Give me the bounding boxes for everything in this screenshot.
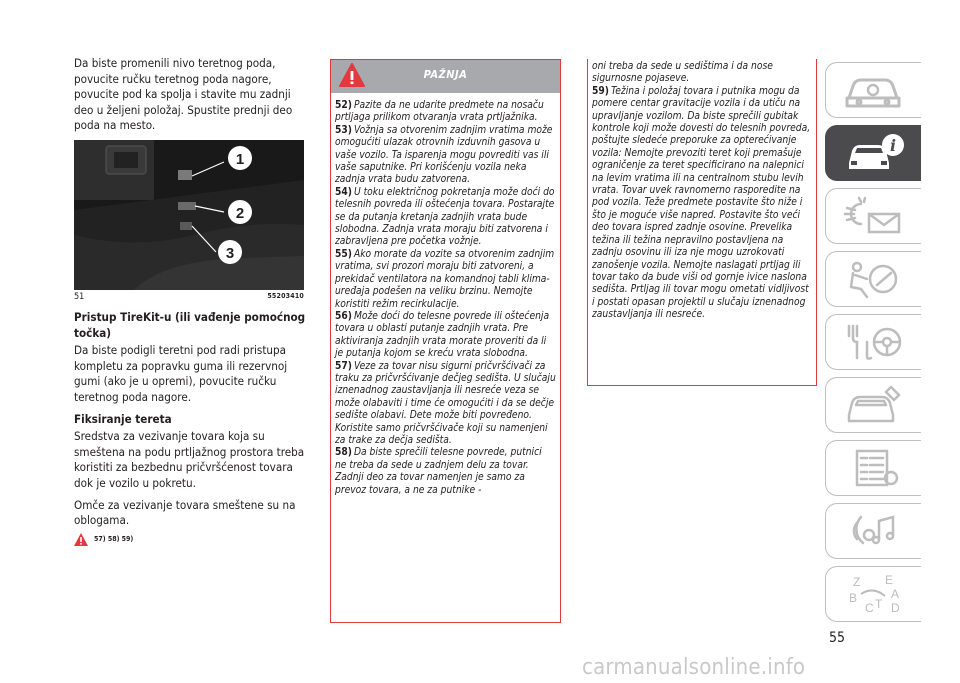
watermark: carmanualsonline.info (582, 655, 806, 680)
car-service-icon (839, 383, 909, 427)
specs-list-icon (839, 446, 909, 490)
cargo-floor-figure (74, 140, 304, 290)
section-heading-tirekit: Pristup TireKit-u (ili vađenje pomoćnog točka) (74, 309, 306, 340)
tab-multimedia[interactable] (825, 503, 921, 559)
warning-item: 57) Veze za tovar nisu sigurni pričvršćivači za traku za pričvršćivanje dečjeg sedišta. U slučaju iznenadnog zaustavljanja ili nesreće veza se može olabaviti i time će omogućiti i da se dečje sedište olabavi. Dete može biti povređeno. Koristite samo pričvršćivače koji su namenjeni za trake za dečja sedišta. (335, 360, 556, 446)
tools-steering-icon (839, 320, 909, 364)
cargo-floor-photo (74, 140, 304, 290)
warning-item: 59) Težina i položaj tovara i putnika mogu da pomere centar gravitacije vozila i da utiču na upravljanje vozilom. Da biste sprečili gubitak kontrole koji može dovesti do telesnih povreda, poštujte sledeće preporuke za opterećivanje vozila: Nemojte prevoziti teret koji premašuje ograničenje za teret specificirano na nalepnici na levim vratima ili na centralnom stubu levih vrata. Tovar uvek ravnomerno rasporedite na pod vozila. Teže predmete postavite što niže i što je moguće više napred. Postavite što veći deo tovara ispred zadnje osovine. Prevelika težina ili težina nepravilno postavljena na zadnju osovinu ili iza nje mogu uzrokovati zanošenje vozila. Nemojte naslagati prtljag ili tovar tako da bude viši od gornje ivice naslona sedišta. Prtljag ili tovar mogu ometati vidljivost i postati opasan projektil u slučaju iznenadnog zaustavljanja ili nesreće. (592, 85, 811, 321)
section-text-cargo-fixing-1: Sredstva za vezivanje tovara koja su smeštena na podu prtljažnog prostora treba koristiti za bezbednu pričvršćenost tovara dok je vozilo u pokretu. (74, 429, 305, 490)
svg-text:Z: Z (852, 575, 860, 589)
svg-text:B: B (848, 591, 857, 605)
page-number: 55 (829, 630, 846, 646)
warning-item: 52) Pazite da ne udarite predmete na nosaču prtljaga prilikom otvaranja vrata prtljažnika. (335, 100, 544, 124)
tab-starting-driving[interactable] (825, 314, 921, 370)
tab-lights-messages[interactable] (825, 188, 921, 244)
tab-technical-data[interactable] (825, 440, 921, 496)
warning-box-body (331, 93, 560, 497)
tab-index[interactable] (825, 566, 921, 622)
callout-3: 3 (225, 244, 235, 262)
warning-item-continuation: oni treba da sede u sedištima i da nose sigurnosne pojaseve. (592, 61, 773, 85)
airbag-seat-icon (839, 257, 909, 301)
car-info-icon (839, 131, 909, 175)
figure-number: 51 (74, 291, 85, 302)
section-text-cargo-fixing-2: Omče za vezivanje tovara smeštene su na oblogama. (74, 497, 296, 528)
warning-item: 53) Vožnja sa otvorenim zadnjim vratima može omogućiti ulazak otrovnih izduvnih gasova u vaše vozilo. Ta isparenja mogu povrediti vas ili vaše saputnike. Pri korišćenju vozila neka zadnja vrata budu zatvorena. (335, 124, 553, 186)
svg-text:i: i (889, 136, 896, 155)
tab-maintenance[interactable] (825, 377, 921, 433)
warning-box (330, 59, 561, 623)
chapter-tabs (825, 62, 921, 629)
warning-box-title: PAŽNJA (423, 68, 468, 81)
multimedia-icon (839, 509, 909, 553)
left-column (74, 56, 306, 546)
warning-item: 56) Može doći do telesne povrede ili oštećenja tovara u oblasti putanje zadnjih vrata. Pre aktiviranja zadnjih vrata morate proveriti da li je putanja kojom se kreću vrata slobodna. (335, 310, 550, 360)
lights-message-icon (839, 194, 909, 238)
svg-text:E: E (884, 573, 893, 587)
warning-box-header (331, 60, 560, 93)
svg-text:A: A (890, 587, 899, 601)
warning-item: 58) Da biste sprečili telesne povrede, putnici ne treba da sede u zadnjem delu za tovar. Zadnji deo za tovar namenjen je samo za prevoz tovara, a ne za putnike - (335, 447, 542, 496)
tab-car-info[interactable] (825, 125, 921, 181)
intro-text: Da biste promenili nivo teretnog poda, povucite ručku teretnog poda nagore, povucite pod ka spolja i stavite mu zadnji deo u željeni položaj. Spustite prednji deo poda na mesto. (74, 56, 293, 133)
warning-box-continued (587, 59, 817, 386)
callout-1: 1 (235, 150, 245, 168)
warning-item: 55) Ako morate da vozite sa otvorenim zadnjim vratima, svi prozori moraju biti zatvoreni, a prekidač ventilatora na komandnoj tabli klima-uređaja podešen na veliku brzinu. Nemojte koristiti režim recirkulacije. (335, 248, 555, 310)
section-text-tirekit: Da biste podigli teretni pod radi pristupa kompletu za popravku guma ili rezervnoj gumi (ako je u opremi), povucite ručku teretnog poda nagore. (74, 343, 288, 404)
figure-caption (74, 292, 304, 302)
tab-dashboard[interactable] (825, 62, 921, 118)
alphabet-index-icon (839, 572, 909, 616)
svg-text:C: C (864, 601, 874, 615)
warning-refs-text: 57) 58) 59) (94, 535, 134, 544)
section-heading-cargo-fixing: Fiksiranje tereta (74, 411, 172, 426)
warning-item: 54) U toku električnog pokretanja može doći do telesnih povreda ili oštećenja tovara. Postarajte se da putanja kretanja zadnjih vrata bude slobodna. Zadnja vrata moraju biti zatvorena i zabravljena pre početka vožnje. (335, 186, 555, 248)
tab-safety[interactable] (825, 251, 921, 307)
car-dashboard-icon (839, 68, 909, 112)
svg-text:D: D (890, 601, 900, 615)
figure-code: 55203410 (267, 291, 304, 300)
warning-triangle-icon (74, 533, 88, 546)
warning-reference (74, 533, 306, 546)
callout-2: 2 (235, 204, 245, 222)
svg-text:T: T (874, 597, 882, 611)
